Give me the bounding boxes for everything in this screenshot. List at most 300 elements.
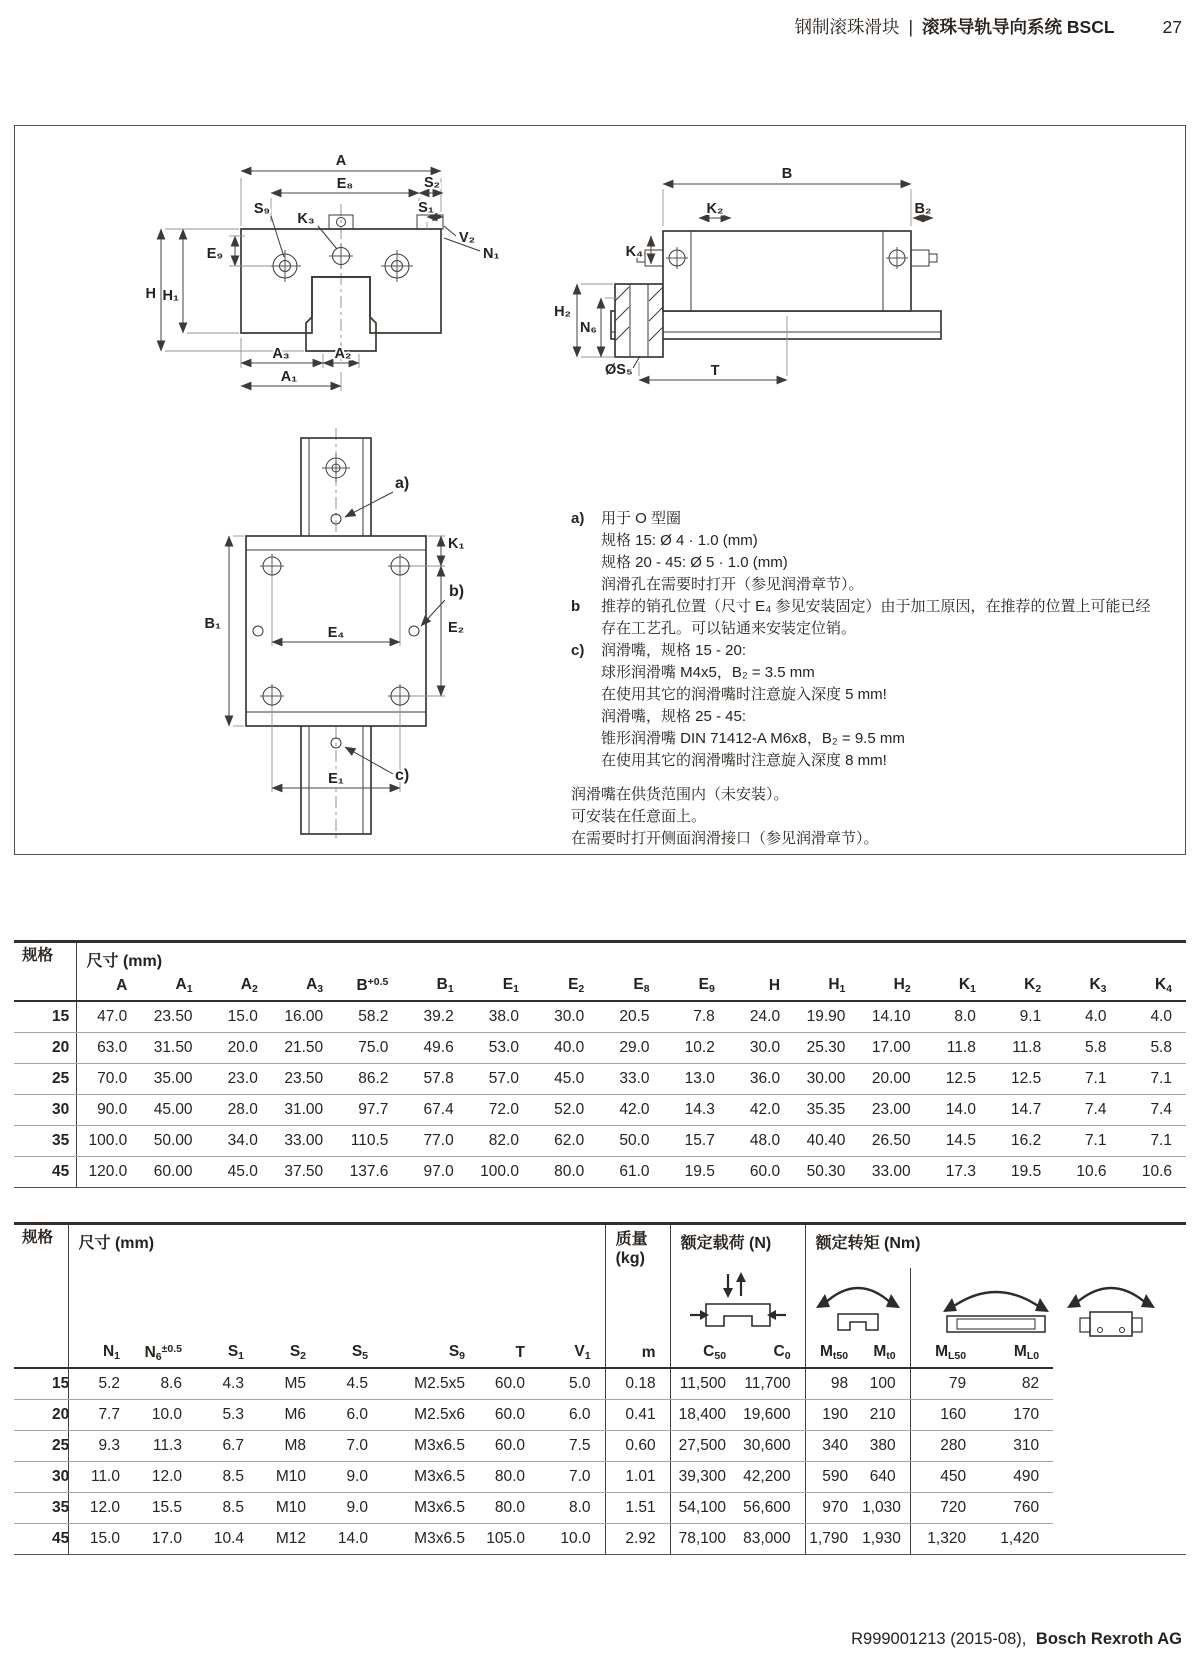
table-cell: 35.35 [794,1094,859,1125]
note-line: 在使用其它的润滑嘴时注意旋入深度 8 mm! [601,752,887,769]
table-cell: 35.00 [141,1063,206,1094]
table-cell: 8.0 [925,1001,990,1032]
column-header: $M_{L50}$ [910,1338,980,1368]
table-cell: 14.0 [320,1523,382,1554]
table-cell: 7.1 [1121,1125,1187,1156]
table-cell: 7.5 [539,1430,605,1461]
table-cell: 190 [805,1399,862,1430]
spacer-cell [1053,1368,1186,1399]
table-cell: 21.50 [272,1032,337,1063]
row-size-label: 25 [14,1063,76,1094]
column-header: $K_1$ [925,971,990,1001]
table-cell: 14.10 [859,1001,924,1032]
mass-unit-label: (kg) [615,1250,645,1267]
table-cell: 82 [980,1368,1053,1399]
table-cell: 42.0 [598,1094,663,1125]
page-header [794,14,1182,39]
table-cell: 7.0 [539,1461,605,1492]
table-cell: 42,200 [740,1461,805,1492]
table-title-row [14,942,1186,972]
row-size-label: 20 [14,1399,68,1430]
company-name: Bosch Rexroth AG [1035,1630,1182,1648]
column-header: $H_1$ [794,971,859,1001]
table-cell: 79 [910,1368,980,1399]
table-cell: 17.0 [134,1523,196,1554]
table-cell: 63.0 [76,1032,141,1063]
table-cell: 5.2 [68,1368,134,1399]
column-header: $K_4$ [1121,971,1187,1001]
row-size-label: 35 [14,1125,76,1156]
table-cell: 23.0 [207,1063,272,1094]
table-cell: 62.0 [533,1125,598,1156]
dim-label: S₉ [253,201,271,217]
dim-label: A₂ [334,346,352,362]
table-cell: 10.2 [664,1032,729,1063]
table-cell: 31.50 [141,1032,206,1063]
table-cell: 7.1 [1055,1125,1120,1156]
column-header-row [14,1338,1186,1368]
table-cell: M3x6.5 [382,1461,479,1492]
note-line: 在需要时打开侧面润滑接口（参见润滑章节）。 [571,830,879,847]
table-cell: 97.0 [402,1156,467,1187]
column-header: m [605,1338,670,1368]
table-cell: 78,100 [670,1523,740,1554]
row-size-label: 30 [14,1094,76,1125]
front-view [146,153,500,391]
table-cell: 160 [910,1399,980,1430]
column-header: $C_0$ [740,1338,805,1368]
table-cell: 280 [910,1430,980,1461]
table-row [14,1492,1186,1523]
column-header: $N_6^{\pm 0.5}$ [134,1338,196,1368]
table-cell: 80.0 [479,1461,539,1492]
technical-drawing-panel [14,125,1186,855]
table-cell: 34.0 [207,1125,272,1156]
table-cell: 29.0 [598,1032,663,1063]
column-header: $E_8$ [598,971,663,1001]
table-cell: 82.0 [468,1125,533,1156]
dim-label: E₉ [206,246,223,262]
torque-yaw-icon [1061,1268,1161,1338]
table-cell: 75.0 [337,1032,402,1063]
table-cell: 60.0 [479,1368,539,1399]
table-cell: 33.00 [859,1156,924,1187]
note-line: 润滑嘴，规格 25 - 45: [601,708,747,725]
dim-label: A₁ [280,369,298,385]
note-tag: b [571,598,581,615]
note-line: 锥形润滑嘴 DIN 71412-A M6x8，B₂ = 9.5 mm [601,730,905,747]
table-title-row [14,1224,1186,1269]
header-title-right: 滚珠导轨导向系统 BSCL [922,17,1115,37]
table-cell: M3x6.5 [382,1430,479,1461]
table-cell: 15.0 [207,1001,272,1032]
table-cell: 12.5 [990,1063,1055,1094]
column-header: $N_1$ [68,1338,134,1368]
note-line: 推荐的销孔位置（尺寸 E₄ 参见安装固定）由于加工原因，在推荐的位置上可能已经存在工艺孔。可以钻通来安装定位销。 [601,598,1151,637]
table-cell: 48.0 [729,1125,794,1156]
column-header: $S_2$ [258,1338,320,1368]
table-cell: 310 [980,1430,1053,1461]
dim-label: B [781,166,793,182]
dim-label: N₁ [483,246,500,262]
note-line: 可安装在任意面上。 [571,808,707,825]
column-header: $E_9$ [664,971,729,1001]
dim-label: A [335,153,347,169]
column-header: $A_3$ [272,971,337,1001]
table-cell: 83,000 [740,1523,805,1554]
table-row [14,1063,1186,1094]
table-cell: 13.0 [664,1063,729,1094]
table-cell: 19.5 [990,1156,1055,1187]
pictogram-row [14,1268,1186,1338]
table-cell: 50.0 [598,1125,663,1156]
table-cell: 45.00 [141,1094,206,1125]
table-cell: 97.7 [337,1094,402,1125]
table-row [14,1368,1186,1399]
table-cell: M6 [258,1399,320,1430]
table-cell: 9.0 [320,1492,382,1523]
table-cell: 380 [862,1430,910,1461]
table-cell: 33.00 [272,1125,337,1156]
table-cell: 11,500 [670,1368,740,1399]
table-cell: 137.6 [337,1156,402,1187]
table-cell: 77.0 [402,1125,467,1156]
table-cell: 26.50 [859,1125,924,1156]
table-cell: 19,600 [740,1399,805,1430]
column-header: $S_1$ [196,1338,258,1368]
table-cell: 6.7 [196,1430,258,1461]
dim-label: B₁ [204,616,221,632]
spacer-cell [1053,1338,1186,1368]
table-cell: 8.5 [196,1461,258,1492]
header-separator: | [908,17,914,37]
table-cell: 60.0 [479,1430,539,1461]
table-cell: 38.0 [468,1001,533,1032]
spacer-cell [1053,1430,1186,1461]
table-cell: 4.3 [196,1368,258,1399]
table-cell: 50.00 [141,1125,206,1156]
dim-label: H [145,286,156,302]
table-cell: 57.8 [402,1063,467,1094]
row-size-label: 30 [14,1461,68,1492]
table-row [14,1399,1186,1430]
mass-label: 质量 [615,1231,648,1248]
table-cell: 590 [805,1461,862,1492]
table-cell: 98 [805,1368,862,1399]
note-line: 用于 O 型圈 [601,510,682,527]
note-line: 润滑嘴，规格 15 - 20: [601,642,747,659]
table-cell: 10.4 [196,1523,258,1554]
column-header: $K_3$ [1055,971,1120,1001]
page-number: 27 [1162,17,1182,37]
table-cell: 120.0 [76,1156,141,1187]
table-cell: 20.5 [598,1001,663,1032]
note-footer [571,784,1163,850]
table-cell: 70.0 [76,1063,141,1094]
table-cell: 14.7 [990,1094,1055,1125]
table-cell: 110.5 [337,1125,402,1156]
table-row [14,1430,1186,1461]
header-title-left: 钢制滚珠滑块 [794,17,900,37]
table-cell: 14.5 [925,1125,990,1156]
spacer-cell [1053,1523,1186,1554]
table-cell: 15.5 [134,1492,196,1523]
table-cell: 30.00 [794,1063,859,1094]
dim-label: N₆ [579,320,597,336]
column-header: $M_{t0}$ [862,1338,910,1368]
table-cell: 11.8 [925,1032,990,1063]
column-header: $S_5$ [320,1338,382,1368]
table-cell: 30,600 [740,1430,805,1461]
table-cell: 5.8 [1121,1032,1187,1063]
table-cell: 14.0 [925,1094,990,1125]
table-cell: 40.0 [533,1032,598,1063]
table-cell: 16.2 [990,1125,1055,1156]
table-cell: 6.0 [539,1399,605,1430]
dimension-group-header: 尺寸 (mm) [78,1235,155,1252]
table-row [14,1094,1186,1125]
table-cell: 1,930 [862,1523,910,1554]
table-cell: 16.00 [272,1001,337,1032]
table-cell: 52.0 [533,1094,598,1125]
table-cell: 5.0 [539,1368,605,1399]
table-cell: 9.0 [320,1461,382,1492]
side-view [554,166,941,380]
row-size-label: 15 [14,1001,76,1032]
table-row [14,1001,1186,1032]
table-cell: 15.0 [68,1523,134,1554]
table-cell: 90.0 [76,1094,141,1125]
table-cell: 61.0 [598,1156,663,1187]
table-cell: 0.41 [605,1399,670,1430]
table-row [14,1523,1186,1554]
table-cell: 8.6 [134,1368,196,1399]
dim-label: T [710,363,720,379]
table-cell: 340 [805,1430,862,1461]
table-cell: 19.5 [664,1156,729,1187]
dim-label: E₈ [336,176,354,192]
table-cell: 60.0 [729,1156,794,1187]
table-cell: 53.0 [468,1032,533,1063]
table-cell: 42.0 [729,1094,794,1125]
table-cell: 0.18 [605,1368,670,1399]
table-cell: 86.2 [337,1063,402,1094]
table-cell: 39,300 [670,1461,740,1492]
table-cell: 80.0 [479,1492,539,1523]
table-cell: 12.5 [925,1063,990,1094]
note-item-c [571,640,1163,772]
table-cell: M5 [258,1368,320,1399]
spec-column-header [14,1338,68,1368]
row-size-label: 45 [14,1523,68,1554]
table-cell: 450 [910,1461,980,1492]
callout-b-label: b) [449,583,465,600]
table-cell: 60.00 [141,1156,206,1187]
table-cell: 760 [980,1492,1053,1523]
table-cell: 28.0 [207,1094,272,1125]
note-tag: a) [571,510,585,527]
column-header: $S_9$ [382,1338,479,1368]
table-cell: 7.0 [320,1430,382,1461]
dim-label: K₁ [448,536,465,552]
spacer-cell [1053,1399,1186,1430]
dim-label: E₄ [327,625,345,641]
load-arrows-icon [688,1270,788,1332]
top-view [205,428,465,842]
spacer-cell [1053,1461,1186,1492]
table-cell: 10.0 [539,1523,605,1554]
table-cell: 23.50 [272,1063,337,1094]
dim-label: H₂ [554,304,571,320]
column-header: $B_1$ [402,971,467,1001]
table-row [14,1125,1186,1156]
table-cell: 7.1 [1121,1063,1187,1094]
note-line: 球形润滑嘴 M4x5，B₂ = 3.5 mm [601,664,815,681]
table-cell: M2.5x6 [382,1399,479,1430]
table-cell: M10 [258,1492,320,1523]
spec-column-header: 规格 [14,1224,68,1269]
callout-c-label: c) [395,767,410,784]
dimensions-table [14,940,1186,1188]
table-cell: 10.6 [1055,1156,1120,1187]
table-cell: 1.51 [605,1492,670,1523]
table-cell: 1.01 [605,1461,670,1492]
table-cell: 100.0 [76,1125,141,1156]
table-cell: 0.60 [605,1430,670,1461]
table-cell: 170 [980,1399,1053,1430]
table-cell: 5.8 [1055,1032,1120,1063]
table-cell: 56,600 [740,1492,805,1523]
table-cell: 2.92 [605,1523,670,1554]
table-cell: 80.0 [533,1156,598,1187]
table-cell: 30.0 [729,1032,794,1063]
table-cell: 20.00 [859,1063,924,1094]
table-cell: 490 [980,1461,1053,1492]
table-cell: 19.90 [794,1001,859,1032]
table-cell: 10.6 [1121,1156,1187,1187]
row-size-label: 25 [14,1430,68,1461]
table-cell: 7.4 [1055,1094,1120,1125]
table-cell: 9.1 [990,1001,1055,1032]
table-cell: 47.0 [76,1001,141,1032]
spacer-cell [1053,1492,1186,1523]
spec-column-header [14,971,76,1001]
table-cell: 49.6 [402,1032,467,1063]
column-header: $E_2$ [533,971,598,1001]
table-cell: 12.0 [68,1492,134,1523]
dimension-group-header: 尺寸 (mm) [86,953,163,970]
column-header: A [76,971,141,1001]
table-cell: 60.0 [479,1399,539,1430]
table-cell: 100 [862,1368,910,1399]
table-cell: 39.2 [402,1001,467,1032]
table-cell: 33.0 [598,1063,663,1094]
table-cell: 25.30 [794,1032,859,1063]
column-header: $A_1$ [141,971,206,1001]
column-header: $B^{+0.5}$ [337,971,402,1001]
table-cell: 23.50 [141,1001,206,1032]
row-size-label: 15 [14,1368,68,1399]
column-header: $K_2$ [990,971,1055,1001]
table-cell: 970 [805,1492,862,1523]
dim-label: E₂ [448,620,465,636]
table-cell: 720 [910,1492,980,1523]
column-header: $A_2$ [207,971,272,1001]
row-size-label: 20 [14,1032,76,1063]
table-cell: 57.0 [468,1063,533,1094]
table-cell: 15.7 [664,1125,729,1156]
table-cell: 8.5 [196,1492,258,1523]
column-header: $H_2$ [859,971,924,1001]
table-cell: 17.00 [859,1032,924,1063]
table-cell: 5.3 [196,1399,258,1430]
table-cell: 10.0 [134,1399,196,1430]
table-cell: 72.0 [468,1094,533,1125]
row-size-label: 45 [14,1156,76,1187]
table-row [14,1032,1186,1063]
table-cell: 40.40 [794,1125,859,1156]
table-cell: 45.0 [207,1156,272,1187]
table-cell: 11.0 [68,1461,134,1492]
note-line: 在使用其它的润滑嘴时注意旋入深度 5 mm! [601,686,887,703]
page-footer [851,1630,1182,1649]
column-header: $M_{L0}$ [980,1338,1053,1368]
table-row [14,1461,1186,1492]
table-cell: 23.00 [859,1094,924,1125]
table-cell: 11,700 [740,1368,805,1399]
table-cell: 4.5 [320,1368,382,1399]
table-cell: 105.0 [479,1523,539,1554]
table-cell: 36.0 [729,1063,794,1094]
table-cell: 14.3 [664,1094,729,1125]
table-cell: M12 [258,1523,320,1554]
dim-label: E₁ [328,771,344,787]
table-cell: 50.30 [794,1156,859,1187]
column-header: $C_{50}$ [670,1338,740,1368]
note-line: 规格 20 - 45: Ø 5 · 1.0 (mm) [601,554,788,571]
table-cell: M8 [258,1430,320,1461]
table-cell: 58.2 [337,1001,402,1032]
dim-label: K₃ [297,211,315,227]
table-cell: 31.00 [272,1094,337,1125]
note-line: 润滑孔在需要时打开（参见润滑章节）。 [601,576,864,593]
table-cell: 11.8 [990,1032,1055,1063]
document-reference: R999001213 (2015-08), [851,1630,1027,1648]
table-cell: 1,320 [910,1523,980,1554]
table-cell: 9.3 [68,1430,134,1461]
table-cell: 11.3 [134,1430,196,1461]
table-cell: 1,790 [805,1523,862,1554]
torque-group-header: 额定转矩 (Nm) [805,1224,1186,1269]
table-cell: M2.5x5 [382,1368,479,1399]
table-cell: 17.3 [925,1156,990,1187]
dim-label: S₁ [418,200,434,216]
row-size-label: 35 [14,1492,68,1523]
table-cell: M3x6.5 [382,1492,479,1523]
note-line: 润滑嘴在供货范围内（未安装）。 [571,786,789,803]
column-header: $V_1$ [539,1338,605,1368]
dim-label: H₁ [162,288,179,304]
dim-label: K₂ [706,201,724,217]
table-cell: 210 [862,1399,910,1430]
table-cell: 4.0 [1121,1001,1187,1032]
table-cell: 30.0 [533,1001,598,1032]
table-cell: 7.8 [664,1001,729,1032]
note-line: 规格 15: Ø 4 · 1.0 (mm) [601,532,758,549]
table-cell: 7.7 [68,1399,134,1430]
table-row [14,1156,1186,1187]
column-header: H [729,971,794,1001]
